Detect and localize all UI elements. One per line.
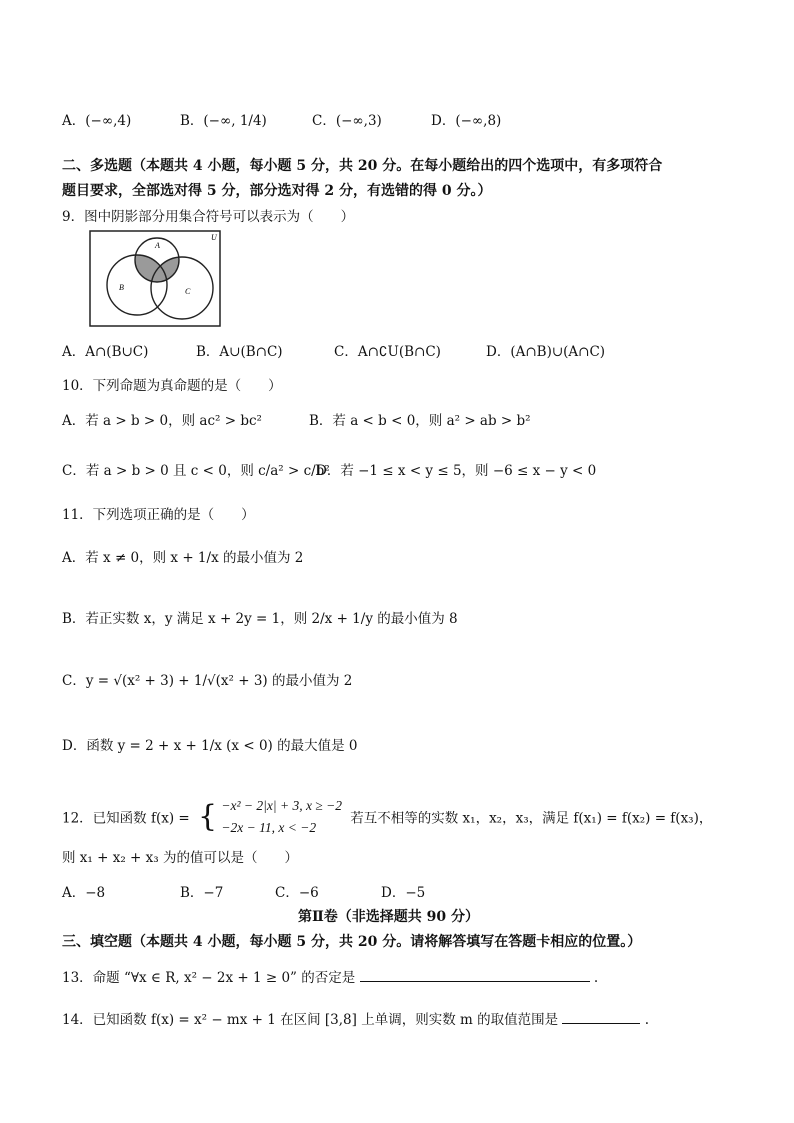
- q13-suffix: .: [593, 970, 599, 986]
- venn-diagram: [89, 230, 221, 328]
- q12-piecewise: [198, 795, 342, 839]
- q14-prefix: 14．已知函数 f(x) = x² − mx + 1 在区间 [3,8] 上单调，则实数 m 的取值范围是: [62, 1012, 559, 1028]
- q10-option-b: B．若 a < b < 0，则 a² > ab > b²: [309, 413, 531, 429]
- q9-option-c: C．A∩∁U(B∩C): [334, 344, 441, 360]
- q11-option-b: B．若正实数 x，y 满足 x + 2y = 1，则 2/x + 1/y 的最小值为 8: [62, 611, 458, 627]
- q11-option-d: D．函数 y = 2 + x + 1/x (x < 0) 的最大值是 0: [62, 738, 358, 754]
- q9-option-a: A．A∩(B∪C): [62, 344, 149, 360]
- section3-heading: 三、填空题（本题共 4 小题，每小题 5 分，共 20 分。请将解答填写在答题卡相应的位置。）: [62, 934, 642, 950]
- q10-option-d: D．若 −1 ≤ x < y ≤ 5，则 −6 ≤ x − y < 0: [316, 463, 597, 479]
- q12-stem-line2: 则 x₁ + x₂ + x₃ 为的值可以是（ ）: [62, 850, 298, 866]
- q9-option-b: B．A∪(B∩C): [196, 344, 283, 360]
- q8-option-a: A．(−∞,4): [62, 113, 132, 129]
- q12-stem-prefix: 12．已知函数 f(x) =: [62, 810, 190, 827]
- q10-option-a: A．若 a > b > 0，则 ac² > bc²: [62, 413, 262, 429]
- q13: [62, 966, 598, 986]
- q12-stem-suffix: 若互不相等的实数 x₁，x₂，x₃，满足 f(x₁) = f(x₂) = f(x₃)，: [350, 810, 713, 827]
- q12-option-b: B．−7: [180, 885, 224, 901]
- q13-prefix: 13．命题 “∀x ∈ R, x² − 2x + 1 ≥ 0” 的否定是: [62, 970, 356, 986]
- q13-answer-blank[interactable]: [360, 969, 590, 982]
- q9-option-d: D．(A∩B)∪(A∩C): [486, 344, 606, 360]
- label-u: U: [211, 233, 217, 242]
- label-a: A: [155, 241, 160, 250]
- q14-answer-blank[interactable]: [562, 1011, 640, 1024]
- q11-option-a: A．若 x ≠ 0，则 x + 1/x 的最小值为 2: [62, 550, 304, 566]
- q9-stem: 9．图中阴影部分用集合符号可以表示为（ ）: [62, 209, 355, 225]
- q11-option-c: C．y = √(x² + 3) + 1/√(x² + 3) 的最小值为 2: [62, 673, 353, 689]
- label-c: C: [185, 287, 191, 296]
- q14-suffix: .: [644, 1012, 649, 1028]
- q12-piece1: −x² − 2|x| + 3, x ≥ −2: [221, 798, 342, 813]
- q8-option-b: B．(−∞, 1/4): [180, 113, 267, 129]
- set-c-circle: [151, 257, 213, 319]
- q8-option-d: D．(−∞,8): [431, 113, 502, 129]
- q11-stem: 11．下列选项正确的是（ ）: [62, 507, 255, 523]
- q8-option-c: C．(−∞,3): [312, 113, 382, 129]
- q10-stem: 10．下列命题为真命题的是（ ）: [62, 378, 282, 394]
- brace-glyph: {: [198, 799, 218, 834]
- q10-option-c: C．若 a > b > 0 且 c < 0，则 c/a² > c/b²: [62, 463, 330, 479]
- section2-heading-line2: 题目要求，全部选对得 5 分，部分选对得 2 分，有选错的得 0 分。）: [62, 183, 492, 199]
- part2-title: 第Ⅱ卷（非选择题共 90 分）: [298, 909, 480, 925]
- q12-option-c: C．−6: [275, 885, 319, 901]
- label-b: B: [119, 283, 124, 292]
- section2-heading-line1: 二、多选题（本题共 4 小题，每小题 5 分，共 20 分。在每小题给出的四个选项中，有多项符合: [62, 158, 663, 174]
- q12-piece2: −2x − 11, x < −2: [221, 820, 317, 835]
- q14: [62, 1008, 649, 1028]
- q12-option-a: A．−8: [62, 885, 106, 901]
- q12-option-d: D．−5: [381, 885, 426, 901]
- q12-stem-line1: [62, 797, 712, 841]
